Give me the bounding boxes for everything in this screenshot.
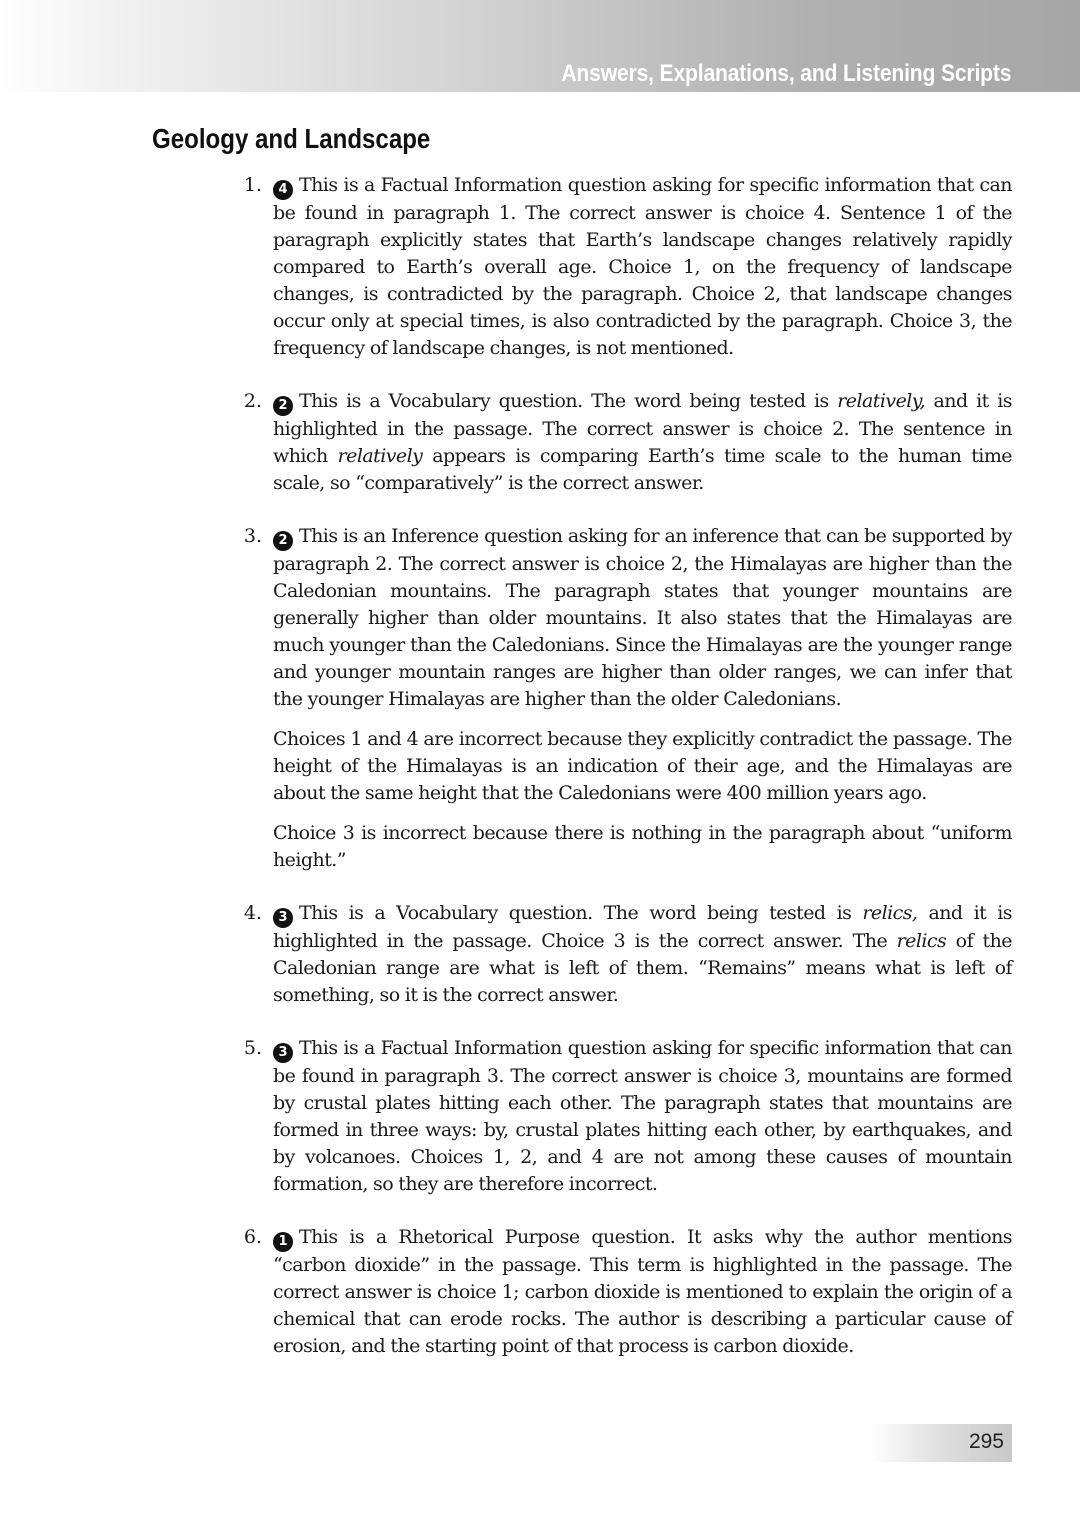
page-number: 295 (968, 1430, 1004, 1453)
answer-choice-badge: 3 (273, 908, 293, 928)
emphasized-term: relatively (337, 445, 423, 467)
answer-explanation (273, 523, 1012, 713)
answer-explanation (273, 388, 1012, 497)
answer-number: 4. (243, 902, 262, 924)
answer-item (222, 523, 1012, 874)
answer-number: 2. (243, 390, 262, 412)
header-band (0, 0, 1080, 92)
text-run: appears is comparing Earth’s time scale to the human time scale, so “comparatively” is the correct answer. (273, 445, 1012, 494)
text-run: This is an Inference question asking for an inference that can be supported by paragraph 2. The correct answer is choice 2, the Himalayas are higher than the Caledonian mountains. The paragraph states that younger mountains are generally higher than older mountains. It also states that the Himalayas are much younger than the Caledonians. Since the Himalayas are the younger range and younger mountain ranges are higher than older ranges, we can infer that the younger Himalayas are higher than the older Caledonians. (273, 525, 1012, 710)
answer-choice-badge: 2 (273, 531, 293, 551)
text-run: This is a Factual Information question asking for specific information that can be found in paragraph 1. The correct answer is choice 4. Sentence 1 of the paragraph explicitly states that Earth’s landscape changes relatively rapidly compared to Earth’s overall age. Choice 1, on the frequency of landscape changes, is contradicted by the paragraph. Choice 2, that landscape changes occur only at special times, is also contradicted by the paragraph. Choice 3, the frequency of landscape changes, is not mentioned. (273, 174, 1012, 359)
answer-explanation-continued (273, 820, 1012, 874)
answer-number: 5. (243, 1037, 262, 1059)
answer-explanation (273, 900, 1012, 1009)
text-run: This is a Vocabulary question. The word being tested is (299, 902, 863, 924)
text-run: and it is highlighted in the passage. The correct answer is choice 2. The sentence in which (273, 390, 1012, 467)
answer-explanation (273, 1224, 1012, 1360)
header-title: Answers, Explanations, and Listening Scripts (561, 60, 1011, 87)
emphasized-term: relatively, (837, 390, 925, 412)
answer-number: 6. (243, 1226, 262, 1248)
answer-item (222, 388, 1012, 497)
answer-item (222, 172, 1012, 362)
text-run: This is a Vocabulary question. The word being tested is (299, 390, 838, 412)
answer-choice-badge: 2 (273, 396, 293, 416)
answer-choice-badge: 4 (273, 180, 293, 200)
answer-item (222, 900, 1012, 1009)
answer-choice-badge: 1 (273, 1232, 293, 1252)
answer-number: 3. (243, 525, 262, 547)
answer-explanation (273, 1035, 1012, 1198)
answer-explanation (273, 172, 1012, 362)
text-run: This is a Factual Information question asking for specific information that can be found in paragraph 3. The correct answer is choice 3, mountains are formed by crustal plates hitting each other. The paragraph states that mountains are formed in three ways: by, crustal plates hitting each other, by earthquakes, and by volcanoes. Choices 1, 2, and 4 are not among these causes of mountain formation, so they are therefore incorrect. (273, 1037, 1012, 1195)
answer-number: 1. (243, 174, 262, 196)
answer-explanation-continued (273, 726, 1012, 807)
answer-item (222, 1035, 1012, 1198)
answer-list (222, 172, 1012, 1386)
text-run: Choice 3 is incorrect because there is nothing in the paragraph about “uniform height.” (273, 822, 1012, 871)
emphasized-term: relics (896, 930, 947, 952)
text-run: This is a Rhetorical Purpose question. It asks why the author mentions “carbon dioxide” in the passage. This term is highlighted in the passage. The correct answer is choice 1; carbon dioxide is mentioned to explain the origin of a chemical that can erode rocks. The author is describing a particular cause of erosion, and the starting point of that process is carbon dioxide. (273, 1226, 1012, 1357)
text-run: and it is highlighted in the passage. Choice 3 is the correct answer. The (273, 902, 1012, 952)
text-run: Choices 1 and 4 are incorrect because they explicitly contradict the passage. The height of the Himalayas is an indication of their age, and the Himalayas are about the same height that the Caledonians were 400 million years ago. (273, 728, 1012, 804)
text-run: of the Caledonian range are what is left of them. “Remains” means what is left of something, so it is the correct answer. (273, 930, 1013, 1006)
answer-choice-badge: 3 (273, 1043, 293, 1063)
answer-item (222, 1224, 1012, 1360)
page-number-band (870, 1424, 1012, 1462)
section-title: Geology and Landscape (152, 123, 431, 154)
emphasized-term: relics, (862, 902, 918, 924)
